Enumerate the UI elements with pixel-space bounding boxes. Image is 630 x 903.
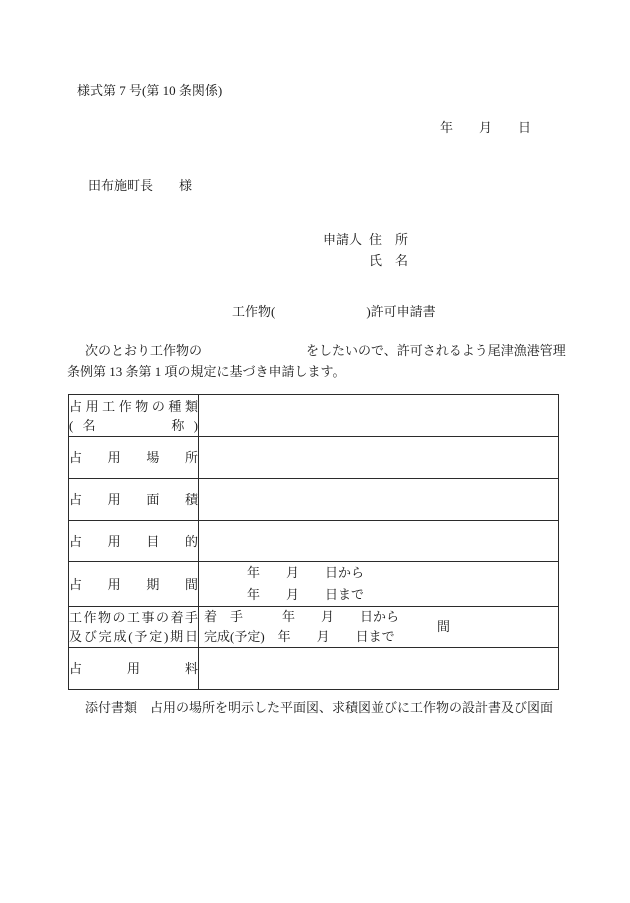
- row-label-occupancy-type: 占用工作物の種類 (名 称): [69, 395, 199, 437]
- table-row-occupancy-place: [69, 437, 559, 479]
- table-row-occupancy-type: [69, 395, 559, 437]
- period-to-line: 年 月 日まで: [247, 587, 365, 602]
- period-from-line: 年 月 日から: [247, 565, 365, 580]
- row-label-construction-dates: 工作物の工事の着手 及び完成(予定)期日: [69, 607, 199, 648]
- table-row-construction-dates: [69, 607, 559, 648]
- issue-date-line: 年 月 日: [440, 120, 532, 135]
- row-value-occupancy-area: [199, 479, 559, 521]
- row-label-occupancy-period: 占 用 期 間: [69, 562, 199, 607]
- row-value-construction-dates: [199, 607, 559, 648]
- row-value-occupancy-purpose: [199, 521, 559, 562]
- applicant-address-label: 住 所: [369, 232, 409, 247]
- construction-completion-line: 完成(予定) 年 月 日まで: [204, 629, 395, 644]
- body-paragraph-line-1: 次のとおり工作物の をしたいので、許可されるよう尾津漁港管理: [85, 343, 566, 358]
- table-row-occupancy-fee: [69, 648, 559, 690]
- applicant-label: 申請人: [323, 232, 363, 247]
- document-title: 工作物( )許可申請書: [232, 304, 436, 319]
- row-label-occupancy-place: 占 用 場 所: [69, 437, 199, 479]
- construction-start-line: 着 手 年 月 日から: [204, 609, 400, 624]
- row-label-occupancy-purpose: 占 用 目 的: [69, 521, 199, 562]
- duration-suffix-label: 間: [436, 619, 450, 634]
- row-label-occupancy-fee: 占 用 料: [69, 648, 199, 690]
- row-value-occupancy-place: [199, 437, 559, 479]
- applicant-block: [323, 229, 408, 271]
- body-paragraph-line-2: 条例第 13 条第 1 項の規定に基づき申請します。: [67, 364, 346, 379]
- row-label-occupancy-area: 占 用 面 積: [69, 479, 199, 521]
- application-table: [68, 394, 559, 690]
- row-value-occupancy-period: [199, 562, 559, 607]
- table-row-occupancy-area: [69, 479, 559, 521]
- applicant-name-label: 氏 名: [369, 253, 409, 268]
- table-row-occupancy-purpose: [69, 521, 559, 562]
- table-row-occupancy-period: [69, 562, 559, 607]
- row-value-occupancy-type: [199, 395, 559, 437]
- row-value-occupancy-fee: [199, 648, 559, 690]
- attachments-note: 添付書類 占用の場所を明示した平面図、求積図並びに工作物の設計書及び図面: [85, 700, 554, 715]
- form-number: 様式第 7 号(第 10 条関係): [77, 83, 223, 98]
- addressee: 田布施町長 様: [88, 178, 193, 193]
